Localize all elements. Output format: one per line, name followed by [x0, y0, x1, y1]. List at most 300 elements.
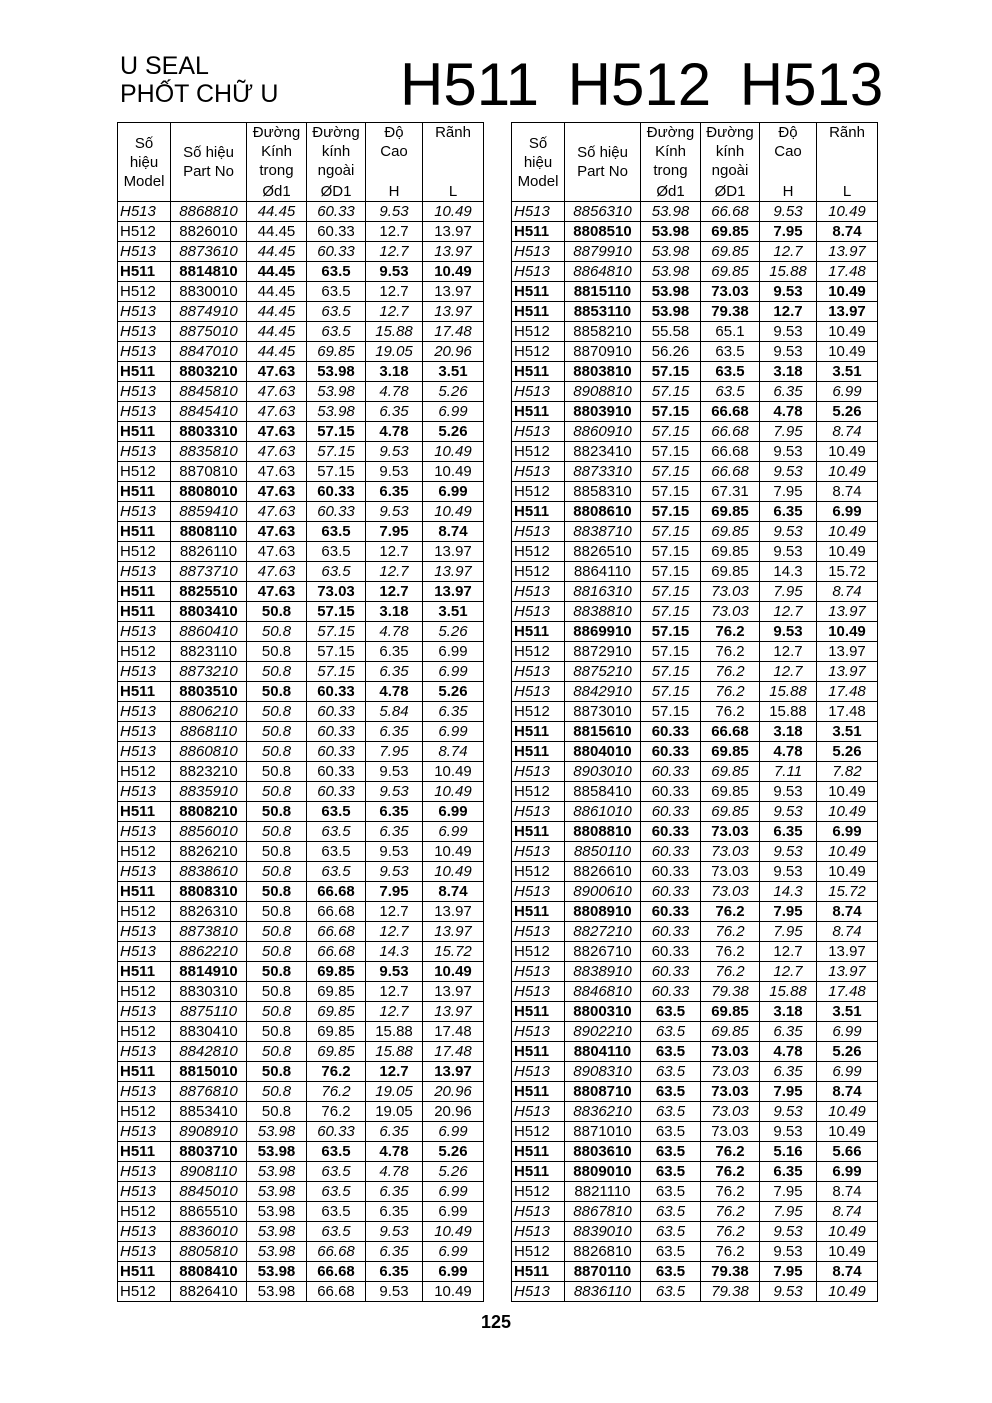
- column-header-symbol: Ød1: [262, 183, 291, 200]
- cell-height: 6.35: [366, 482, 423, 502]
- column-header-text: Độ: [384, 124, 404, 141]
- cell-inner-diameter: 63.5: [641, 1142, 701, 1162]
- cell-part-no: 8838910: [565, 962, 641, 982]
- cell-part-no: 8808610: [565, 502, 641, 522]
- cell-groove: 6.99: [423, 1122, 484, 1142]
- cell-part-no: 8873210: [171, 662, 247, 682]
- cell-outer-diameter: 69.85: [701, 762, 760, 782]
- cell-groove: 17.48: [423, 322, 484, 342]
- cell-model: H513: [118, 742, 171, 762]
- cell-outer-diameter: 76.2: [701, 902, 760, 922]
- cell-outer-diameter: 57.15: [307, 422, 366, 442]
- column-header-text: Số hiệu: [577, 144, 628, 161]
- column-header-text: ngoài: [711, 162, 749, 179]
- cell-outer-diameter: 73.03: [701, 1082, 760, 1102]
- cell-outer-diameter: 76.2: [701, 1222, 760, 1242]
- cell-part-no: 8856310: [565, 202, 641, 222]
- column-header-text: Model: [517, 172, 559, 190]
- cell-height: 7.95: [760, 922, 817, 942]
- cell-part-no: 8838610: [171, 862, 247, 882]
- column-header-part-no: [565, 123, 641, 202]
- cell-inner-diameter: 57.15: [641, 542, 701, 562]
- table-row: [118, 582, 484, 602]
- cell-height: 6.35: [366, 1242, 423, 1262]
- cell-part-no: 8858210: [565, 322, 641, 342]
- cell-inner-diameter: 50.8: [247, 682, 307, 702]
- cell-part-no: 8870110: [565, 1262, 641, 1282]
- cell-height: 3.18: [366, 602, 423, 622]
- column-header-groove: [423, 123, 484, 202]
- cell-groove: 8.74: [817, 922, 878, 942]
- cell-part-no: 8873310: [565, 462, 641, 482]
- cell-outer-diameter: 73.03: [701, 822, 760, 842]
- cell-height: 9.53: [760, 282, 817, 302]
- cell-model: H511: [118, 962, 171, 982]
- table-row: [512, 562, 878, 582]
- cell-model: H513: [118, 702, 171, 722]
- cell-outer-diameter: 63.5: [307, 822, 366, 842]
- cell-groove: 10.49: [817, 522, 878, 542]
- cell-model: H511: [512, 282, 565, 302]
- cell-inner-diameter: 63.5: [641, 1282, 701, 1302]
- table-row: [512, 722, 878, 742]
- cell-inner-diameter: 53.98: [641, 262, 701, 282]
- cell-outer-diameter: 73.03: [701, 842, 760, 862]
- cell-groove: 5.26: [423, 622, 484, 642]
- cell-height: 4.78: [366, 422, 423, 442]
- cell-part-no: 8803410: [171, 602, 247, 622]
- cell-part-no: 8821110: [565, 1182, 641, 1202]
- cell-model: H513: [512, 762, 565, 782]
- column-header-inner-diameter: [247, 123, 307, 202]
- cell-outer-diameter: 76.2: [701, 1162, 760, 1182]
- cell-part-no: 8860410: [171, 622, 247, 642]
- cell-height: 9.53: [760, 782, 817, 802]
- cell-model: H513: [512, 1062, 565, 1082]
- cell-groove: 15.72: [423, 942, 484, 962]
- table-row: [118, 702, 484, 722]
- cell-groove: 10.49: [817, 462, 878, 482]
- table-row: [512, 1042, 878, 1062]
- cell-inner-diameter: 50.8: [247, 1022, 307, 1042]
- cell-outer-diameter: 79.38: [701, 1282, 760, 1302]
- cell-outer-diameter: 63.5: [307, 1202, 366, 1222]
- cell-inner-diameter: 44.45: [247, 202, 307, 222]
- cell-part-no: 8868810: [171, 202, 247, 222]
- cell-model: H513: [512, 242, 565, 262]
- cell-inner-diameter: 60.33: [641, 782, 701, 802]
- column-header-height: [760, 123, 817, 202]
- table-row: [118, 502, 484, 522]
- table-row: [118, 782, 484, 802]
- cell-height: 15.88: [760, 262, 817, 282]
- cell-inner-diameter: 50.8: [247, 722, 307, 742]
- column-header-symbol: Ød1: [656, 183, 685, 200]
- cell-inner-diameter: 53.98: [247, 1162, 307, 1182]
- cell-model: H513: [118, 242, 171, 262]
- cell-model: H513: [512, 922, 565, 942]
- cell-part-no: 8826510: [565, 542, 641, 562]
- cell-inner-diameter: 57.15: [641, 702, 701, 722]
- cell-part-no: 8825510: [171, 582, 247, 602]
- cell-model: H512: [512, 542, 565, 562]
- cell-groove: 10.49: [423, 1282, 484, 1302]
- cell-model: H512: [512, 1182, 565, 1202]
- cell-outer-diameter: 63.5: [307, 1182, 366, 1202]
- cell-model: H513: [118, 722, 171, 742]
- cell-height: 3.18: [366, 362, 423, 382]
- cell-groove: 10.49: [817, 842, 878, 862]
- cell-part-no: 8830410: [171, 1022, 247, 1042]
- cell-part-no: 8808510: [565, 222, 641, 242]
- cell-model: H513: [512, 422, 565, 442]
- cell-groove: 10.49: [423, 462, 484, 482]
- table-row: [118, 1102, 484, 1122]
- cell-height: 9.53: [760, 622, 817, 642]
- cell-height: 7.95: [760, 1082, 817, 1102]
- cell-inner-diameter: 50.8: [247, 602, 307, 622]
- table-row: [512, 302, 878, 322]
- cell-part-no: 8860910: [565, 422, 641, 442]
- column-header-text: Kính: [655, 143, 686, 160]
- cell-height: 12.7: [760, 302, 817, 322]
- table-row: [118, 962, 484, 982]
- column-header-text: hiệu: [523, 153, 553, 171]
- cell-groove: 6.99: [423, 1262, 484, 1282]
- cell-part-no: 8858410: [565, 782, 641, 802]
- table-row: [512, 742, 878, 762]
- table-row: [512, 242, 878, 262]
- cell-part-no: 8835910: [171, 782, 247, 802]
- cell-inner-diameter: 44.45: [247, 302, 307, 322]
- cell-model: H513: [118, 622, 171, 642]
- table-row: [512, 1202, 878, 1222]
- table-row: [512, 762, 878, 782]
- table-row: [512, 382, 878, 402]
- column-header-text: Đường: [252, 124, 301, 141]
- cell-part-no: 8860810: [171, 742, 247, 762]
- cell-outer-diameter: 60.33: [307, 722, 366, 742]
- cell-groove: 8.74: [423, 742, 484, 762]
- cell-height: 9.53: [760, 1102, 817, 1122]
- cell-inner-diameter: 63.5: [641, 1122, 701, 1142]
- table-row: [512, 1222, 878, 1242]
- cell-outer-diameter: 69.85: [701, 1022, 760, 1042]
- table-row: [118, 882, 484, 902]
- cell-height: 4.78: [366, 1142, 423, 1162]
- cell-height: 7.95: [760, 1262, 817, 1282]
- column-header-outer-diameter: [701, 123, 760, 202]
- cell-groove: 13.97: [423, 282, 484, 302]
- table-row: [512, 582, 878, 602]
- cell-model: H513: [512, 602, 565, 622]
- cell-groove: 6.99: [423, 822, 484, 842]
- cell-part-no: 8823410: [565, 442, 641, 462]
- cell-inner-diameter: 53.98: [247, 1202, 307, 1222]
- cell-height: 6.35: [366, 822, 423, 842]
- table-row: [512, 1082, 878, 1102]
- cell-outer-diameter: 57.15: [307, 622, 366, 642]
- cell-height: 9.53: [366, 862, 423, 882]
- cell-part-no: 8830010: [171, 282, 247, 302]
- cell-part-no: 8867810: [565, 1202, 641, 1222]
- table-row: [512, 1242, 878, 1262]
- cell-model: H511: [118, 582, 171, 602]
- cell-outer-diameter: 76.2: [701, 942, 760, 962]
- cell-part-no: 8808810: [565, 822, 641, 842]
- cell-part-no: 8871010: [565, 1122, 641, 1142]
- cell-height: 7.95: [366, 742, 423, 762]
- table-row: [512, 942, 878, 962]
- cell-outer-diameter: 63.5: [307, 1142, 366, 1162]
- cell-outer-diameter: 57.15: [307, 442, 366, 462]
- cell-outer-diameter: 73.03: [701, 862, 760, 882]
- table-row: [118, 1062, 484, 1082]
- column-header-symbol: ØD1: [320, 183, 352, 200]
- cell-outer-diameter: 76.2: [701, 1202, 760, 1222]
- table-row: [512, 1282, 878, 1302]
- cell-inner-diameter: 44.45: [247, 242, 307, 262]
- cell-inner-diameter: 55.58: [641, 322, 701, 342]
- cell-model: H513: [512, 1102, 565, 1122]
- cell-outer-diameter: 63.5: [307, 802, 366, 822]
- cell-model: H512: [512, 562, 565, 582]
- column-header-text: Đường: [646, 124, 695, 141]
- cell-part-no: 8853410: [171, 1102, 247, 1122]
- cell-groove: 6.35: [423, 702, 484, 722]
- cell-part-no: 8865510: [171, 1202, 247, 1222]
- table-row: [512, 962, 878, 982]
- cell-model: H511: [118, 602, 171, 622]
- column-header-text: Số hiệu: [183, 144, 234, 161]
- cell-outer-diameter: 63.5: [307, 522, 366, 542]
- cell-groove: 6.99: [817, 822, 878, 842]
- table-row: [118, 1022, 484, 1042]
- cell-height: 6.35: [760, 1022, 817, 1042]
- cell-groove: 17.48: [423, 1022, 484, 1042]
- cell-model: H512: [512, 642, 565, 662]
- cell-part-no: 8808910: [565, 902, 641, 922]
- cell-part-no: 8870910: [565, 342, 641, 362]
- cell-height: 9.53: [366, 462, 423, 482]
- cell-model: H511: [118, 362, 171, 382]
- cell-groove: 6.99: [817, 1162, 878, 1182]
- cell-groove: 8.74: [817, 1202, 878, 1222]
- cell-height: 7.95: [760, 902, 817, 922]
- cell-part-no: 8908910: [171, 1122, 247, 1142]
- cell-part-no: 8804110: [565, 1042, 641, 1062]
- table-row: [118, 402, 484, 422]
- page-number: 125: [480, 1312, 512, 1332]
- table-row: [118, 742, 484, 762]
- column-header-symbol: ØD1: [714, 183, 746, 200]
- table-row: [118, 382, 484, 402]
- cell-part-no: 8875210: [565, 662, 641, 682]
- cell-height: 12.7: [760, 642, 817, 662]
- cell-part-no: 8826310: [171, 902, 247, 922]
- cell-inner-diameter: 50.8: [247, 762, 307, 782]
- table-row: [118, 942, 484, 962]
- cell-part-no: 8845410: [171, 402, 247, 422]
- cell-groove: 10.49: [817, 782, 878, 802]
- cell-part-no: 8835810: [171, 442, 247, 462]
- cell-inner-diameter: 50.8: [247, 702, 307, 722]
- table-row: [512, 1262, 878, 1282]
- cell-outer-diameter: 60.33: [307, 1122, 366, 1142]
- cell-groove: 6.99: [817, 382, 878, 402]
- cell-inner-diameter: 47.63: [247, 542, 307, 562]
- cell-model: H513: [118, 782, 171, 802]
- cell-part-no: 8808210: [171, 802, 247, 822]
- cell-inner-diameter: 60.33: [641, 942, 701, 962]
- cell-groove: 10.49: [423, 862, 484, 882]
- cell-height: 12.7: [366, 1002, 423, 1022]
- cell-part-no: 8856010: [171, 822, 247, 842]
- column-header-text: Số: [134, 134, 154, 152]
- cell-height: 9.53: [760, 542, 817, 562]
- cell-groove: 13.97: [423, 542, 484, 562]
- cell-outer-diameter: 76.2: [701, 702, 760, 722]
- cell-height: 6.35: [760, 822, 817, 842]
- cell-groove: 10.49: [817, 282, 878, 302]
- cell-height: 19.05: [366, 1082, 423, 1102]
- cell-groove: 6.99: [423, 1182, 484, 1202]
- cell-outer-diameter: 60.33: [307, 202, 366, 222]
- table-row: [118, 1222, 484, 1242]
- cell-part-no: 8908310: [565, 1062, 641, 1082]
- cell-model: H513: [118, 1162, 171, 1182]
- cell-inner-diameter: 44.45: [247, 222, 307, 242]
- cell-part-no: 8847010: [171, 342, 247, 362]
- cell-groove: 13.97: [423, 922, 484, 942]
- cell-height: 15.88: [366, 322, 423, 342]
- column-header-height: [366, 123, 423, 202]
- cell-outer-diameter: 66.68: [307, 1242, 366, 1262]
- cell-model: H511: [512, 742, 565, 762]
- cell-groove: 6.99: [423, 722, 484, 742]
- cell-height: 14.3: [760, 882, 817, 902]
- cell-height: 9.53: [366, 962, 423, 982]
- cell-height: 6.35: [760, 1062, 817, 1082]
- cell-model: H513: [512, 202, 565, 222]
- cell-model: H512: [118, 642, 171, 662]
- cell-height: 14.3: [366, 942, 423, 962]
- cell-model: H513: [512, 882, 565, 902]
- cell-groove: 10.49: [817, 1222, 878, 1242]
- cell-part-no: 8815110: [565, 282, 641, 302]
- cell-part-no: 8803910: [565, 402, 641, 422]
- cell-outer-diameter: 73.03: [701, 1122, 760, 1142]
- cell-part-no: 8839010: [565, 1222, 641, 1242]
- table-row: [118, 522, 484, 542]
- table-row: [118, 462, 484, 482]
- cell-model: H511: [512, 1002, 565, 1022]
- cell-outer-diameter: 73.03: [701, 1102, 760, 1122]
- table-row: [118, 1142, 484, 1162]
- cell-part-no: 8814810: [171, 262, 247, 282]
- cell-inner-diameter: 50.8: [247, 902, 307, 922]
- cell-part-no: 8853110: [565, 302, 641, 322]
- cell-height: 12.7: [366, 922, 423, 942]
- table-body: [512, 202, 878, 1302]
- cell-inner-diameter: 60.33: [641, 762, 701, 782]
- cell-groove: 13.97: [423, 302, 484, 322]
- title-line-2: PHỐT CHỮ U: [120, 80, 279, 108]
- cell-groove: 10.49: [817, 322, 878, 342]
- cell-inner-diameter: 57.15: [641, 382, 701, 402]
- cell-part-no: 8864810: [565, 262, 641, 282]
- cell-outer-diameter: 76.2: [701, 642, 760, 662]
- cell-outer-diameter: 69.85: [701, 542, 760, 562]
- cell-groove: 20.96: [423, 1102, 484, 1122]
- cell-groove: 10.49: [817, 202, 878, 222]
- cell-height: 6.35: [366, 1182, 423, 1202]
- cell-height: 6.35: [366, 722, 423, 742]
- title-line-1: U SEAL: [120, 52, 209, 80]
- cell-model: H511: [512, 1262, 565, 1282]
- cell-outer-diameter: 76.2: [701, 962, 760, 982]
- cell-height: 12.7: [366, 542, 423, 562]
- cell-model: H513: [512, 1282, 565, 1302]
- cell-outer-diameter: 69.85: [307, 1002, 366, 1022]
- cell-part-no: 8803510: [171, 682, 247, 702]
- cell-inner-diameter: 44.45: [247, 282, 307, 302]
- cell-groove: 10.49: [423, 442, 484, 462]
- cell-height: 12.7: [366, 282, 423, 302]
- cell-model: H511: [118, 1142, 171, 1162]
- cell-outer-diameter: 63.5: [307, 562, 366, 582]
- cell-outer-diameter: 66.68: [701, 402, 760, 422]
- cell-inner-diameter: 50.8: [247, 862, 307, 882]
- cell-model: H513: [118, 1082, 171, 1102]
- cell-groove: 8.74: [423, 882, 484, 902]
- cell-height: 12.7: [366, 242, 423, 262]
- cell-part-no: 8826110: [171, 542, 247, 562]
- cell-inner-diameter: 57.15: [641, 462, 701, 482]
- cell-groove: 7.82: [817, 762, 878, 782]
- cell-inner-diameter: 60.33: [641, 742, 701, 762]
- column-header-model: [512, 123, 565, 202]
- column-header-text: Đường: [706, 124, 754, 141]
- cell-height: 5.84: [366, 702, 423, 722]
- table-row: [512, 222, 878, 242]
- cell-groove: 15.72: [817, 562, 878, 582]
- cell-height: 9.53: [760, 322, 817, 342]
- cell-outer-diameter: 76.2: [701, 662, 760, 682]
- cell-outer-diameter: 76.2: [701, 922, 760, 942]
- cell-inner-diameter: 57.15: [641, 682, 701, 702]
- cell-model: H512: [512, 702, 565, 722]
- cell-inner-diameter: 60.33: [641, 922, 701, 942]
- cell-height: 19.05: [366, 1102, 423, 1122]
- table-row: [512, 402, 878, 422]
- cell-height: 7.95: [760, 222, 817, 242]
- cell-groove: 17.48: [817, 702, 878, 722]
- cell-outer-diameter: 73.03: [307, 582, 366, 602]
- table-row: [118, 842, 484, 862]
- cell-outer-diameter: 57.15: [307, 662, 366, 682]
- table-row: [512, 1182, 878, 1202]
- cell-inner-diameter: 50.8: [247, 1102, 307, 1122]
- cell-model: H513: [512, 962, 565, 982]
- table-row: [118, 262, 484, 282]
- table-row: [512, 462, 878, 482]
- cell-part-no: 8873010: [565, 702, 641, 722]
- table-row: [512, 882, 878, 902]
- cell-inner-diameter: 60.33: [641, 882, 701, 902]
- cell-inner-diameter: 50.8: [247, 1002, 307, 1022]
- cell-groove: 10.49: [817, 862, 878, 882]
